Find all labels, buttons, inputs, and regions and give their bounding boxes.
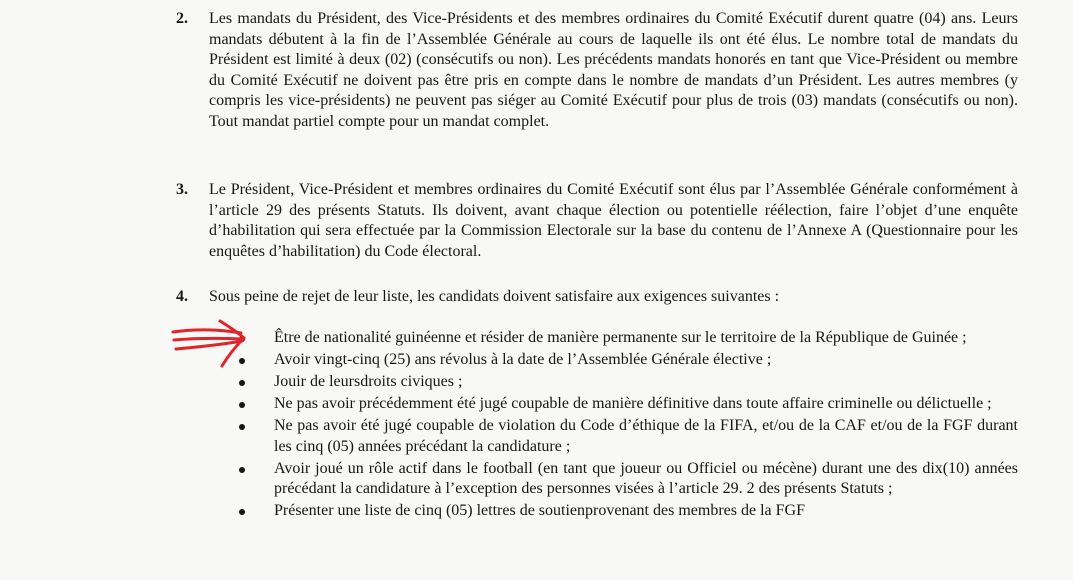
requirement-item xyxy=(237,416,1018,457)
requirement-text: Ne pas avoir précédemment été jugé coupable de manière définitive dans toute affaire criminelle ou délictuelle ; xyxy=(274,395,992,412)
paragraph-text: Sous peine de rejet de leur liste, les candidats doivent satisfaire aux exigences suivantes : xyxy=(209,288,780,305)
requirement-text: Avoir vingt-cinq (25) ans révolus à la date de l’Assemblée Générale élective ; xyxy=(274,351,772,368)
requirement-item xyxy=(237,350,1018,371)
article-paragraph-2 xyxy=(176,9,1018,132)
paragraph-number: 3. xyxy=(176,181,188,198)
article-paragraph-4 xyxy=(176,287,1018,308)
requirement-item xyxy=(237,459,1018,500)
bullet-icon xyxy=(239,509,245,515)
requirements-list xyxy=(237,328,1018,523)
paragraph-number: 4. xyxy=(176,288,188,305)
bullet-icon xyxy=(239,380,245,386)
paragraph-text: Le Président, Vice-Président et membres ordinaires du Comité Exécutif sont élus par l’Assemblée Générale conformément à l’article 29 des présents Statuts. Ils doivent, avant chaque élection ou potentielle réélection, faire l’objet d’une enquête d’habilitation qui sera effectuée par la Commission Electorale sur la base du contenu de l’Annexe A (Questionnaire pour les enquêtes d’habilitation) du Code électoral. xyxy=(209,181,1018,260)
requirement-text: Jouir de leursdroits civiques ; xyxy=(274,373,463,390)
requirement-item xyxy=(237,328,1018,349)
requirement-text: Avoir joué un rôle actif dans le football (en tant que joueur ou Officiel ou mécène) durant une des dix(10) années précédant la candidature à l’exception des personnes visées à l’article 29. 2 des présents Statuts ; xyxy=(274,459,1018,497)
requirement-item xyxy=(237,372,1018,393)
requirement-text: Présenter une liste de cinq (05) lettres de soutienprovenant des membres de la FGF xyxy=(274,502,805,519)
requirement-item xyxy=(237,501,1018,522)
requirement-item xyxy=(237,394,1018,415)
requirement-text: Ne pas avoir été jugé coupable de violation du Code d’éthique de la FIFA, et/ou de la CAF et/ou de la FGF durant les cinq (05) années précédant la candidature ; xyxy=(274,417,1018,455)
paragraph-text: Les mandats du Président, des Vice-Présidents et des membres ordinaires du Comité Exécutif durent quatre (04) ans. Leurs mandats débutent à la fin de l’Assemblée Générale au cours de laquelle ils ont été élus. Le nombre total de mandats du Président est limité à deux (02) (consécutifs ou non). Les précédents mandats honorés en tant que Vice-Président ou membre du Comité Exécutif ne doivent pas être pris en compte dans le nombre de mandats d’un Président. Les autres membres (y compris les vice-présidents) ne peuvent pas siéger au Comité Exécutif pour plus de trois (03) mandats (consécutifs ou non). Tout mandat partiel compte pour un mandat complet. xyxy=(209,10,1018,130)
hand-drawn-arrow-icon xyxy=(168,316,258,376)
article-paragraph-3 xyxy=(176,180,1018,262)
bullet-icon xyxy=(239,467,245,473)
paragraph-number: 2. xyxy=(176,10,188,27)
bullet-icon xyxy=(239,402,245,408)
bullet-icon xyxy=(239,424,245,430)
requirement-text: Être de nationalité guinéenne et résider de manière permanente sur le territoire de la République de Guinée ; xyxy=(274,329,967,346)
